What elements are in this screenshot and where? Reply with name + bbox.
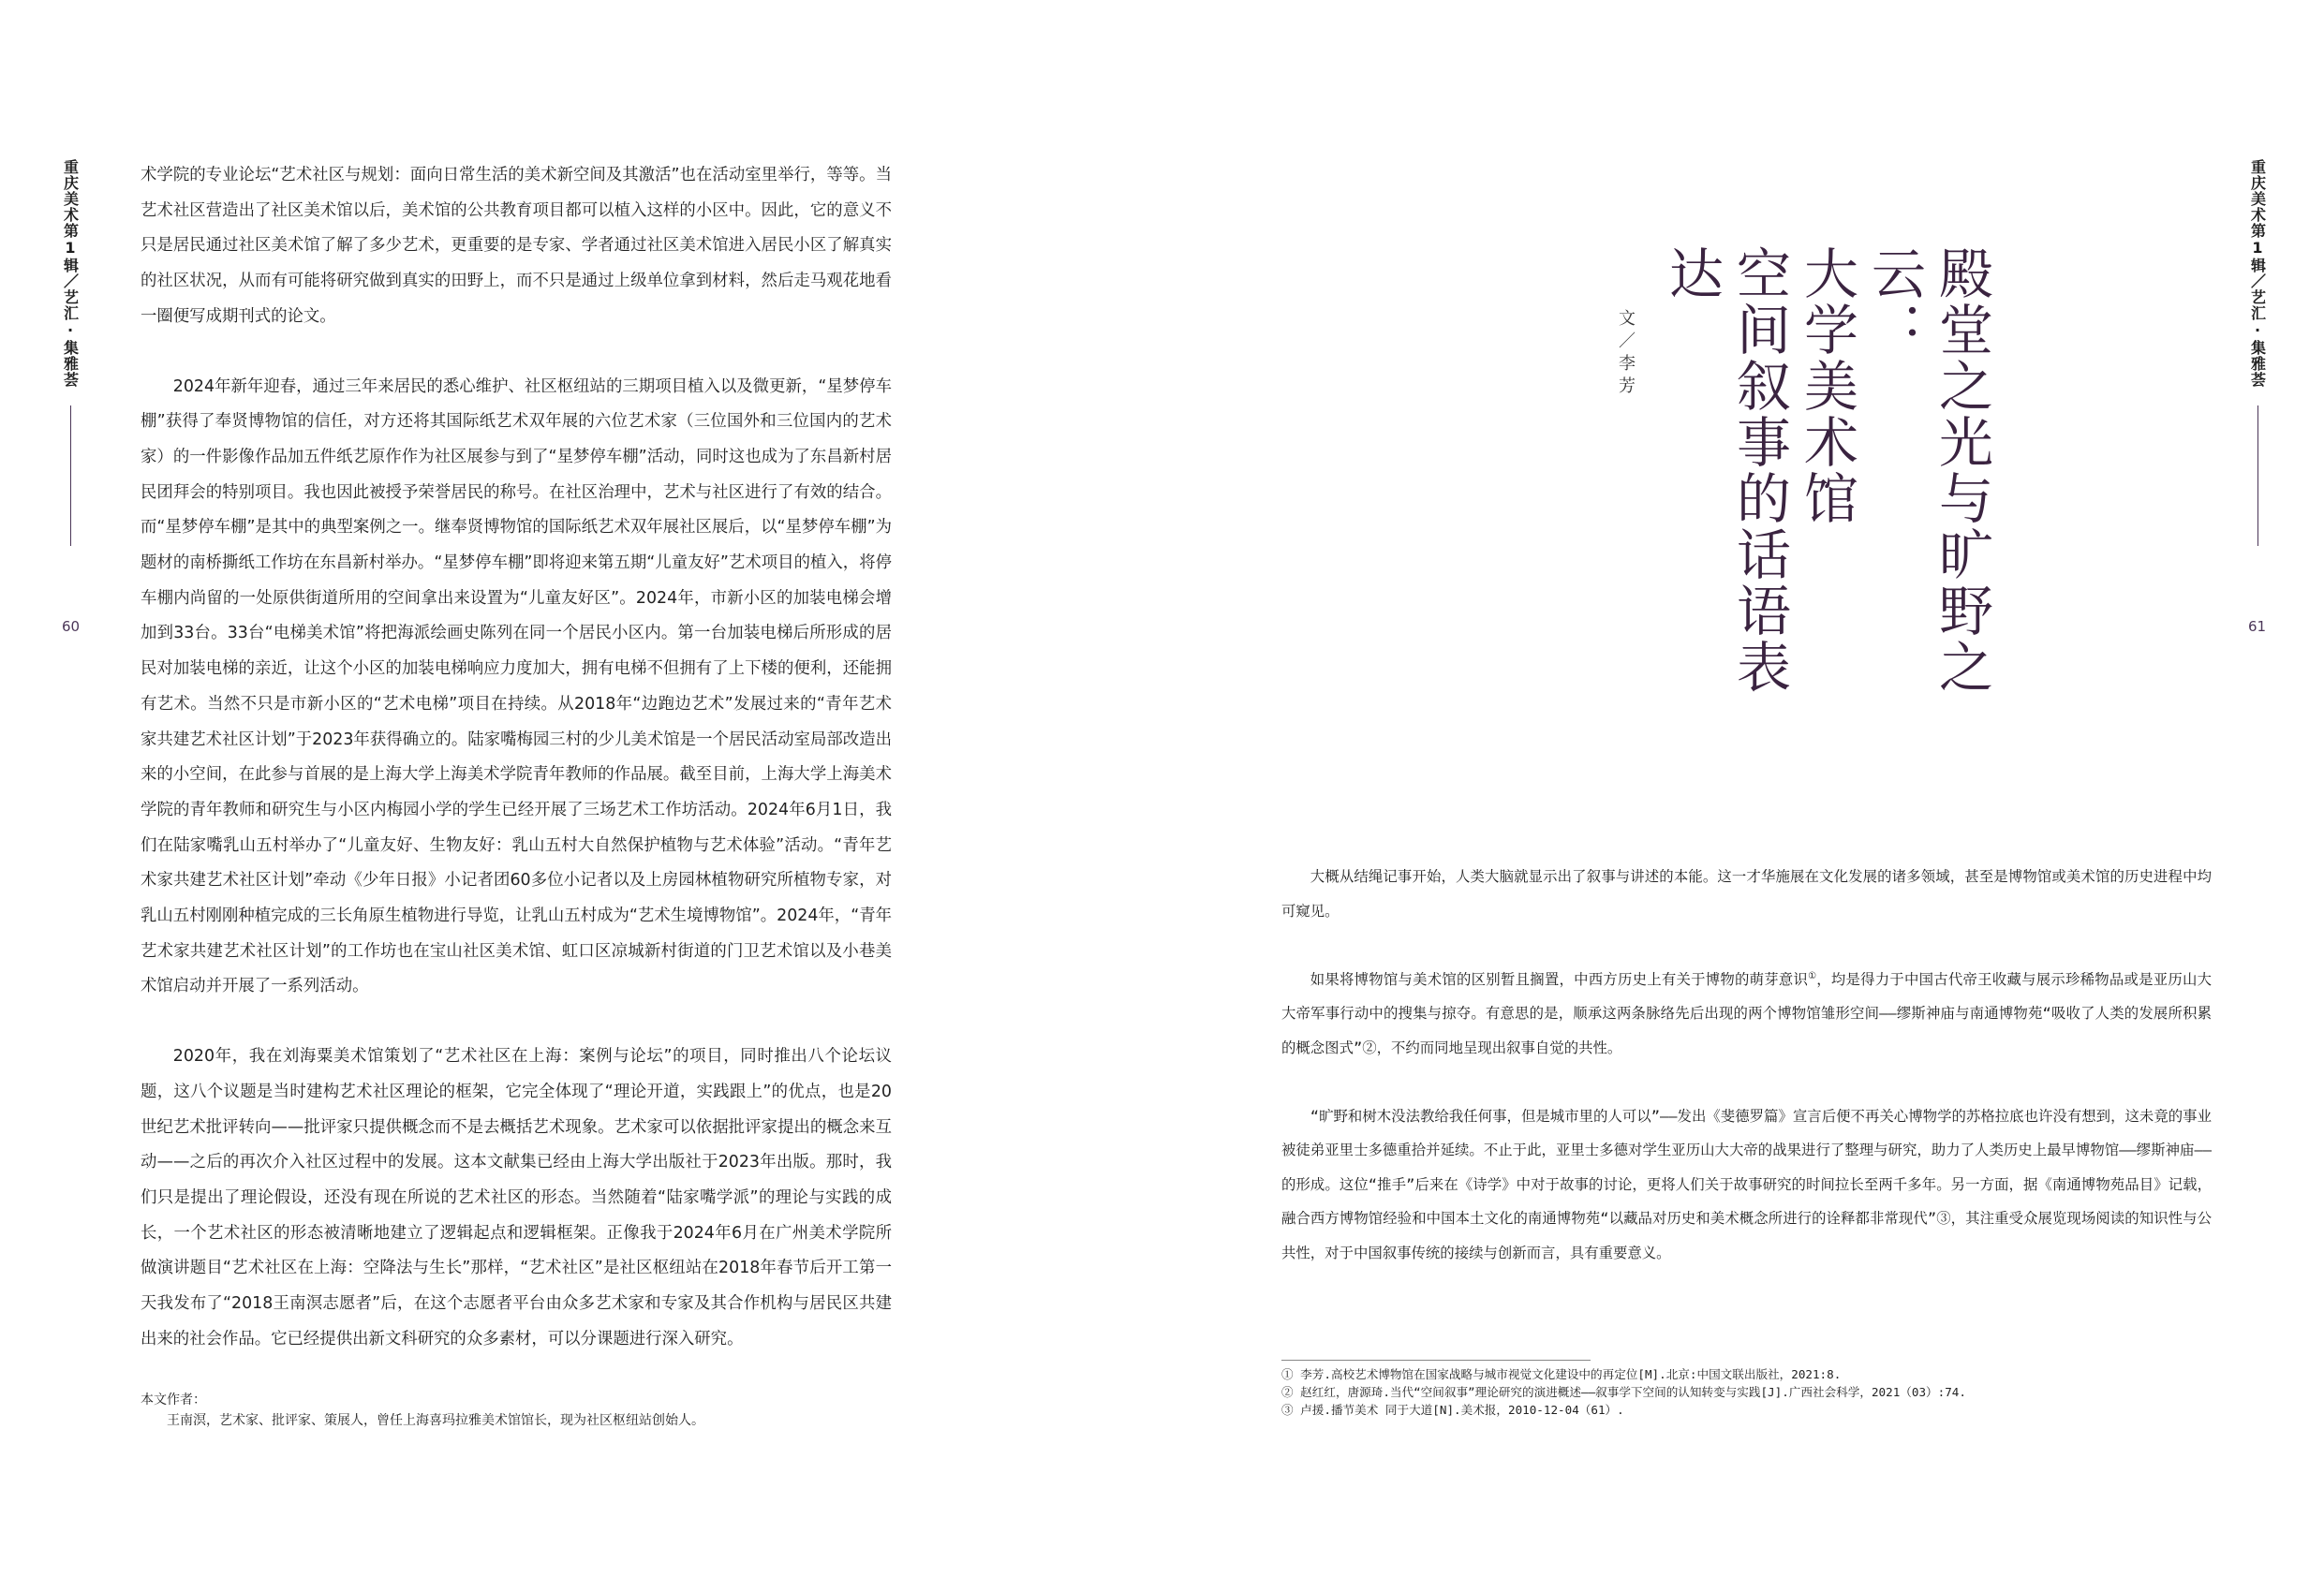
left-running-head-text: 重庆美术第1辑／艺汇·集雅荟	[61, 159, 80, 388]
paragraph-text: 如果将博物馆与美术馆的区别暂且搁置，中西方历史上有关于博物的萌芽意识	[1310, 970, 1809, 988]
body-paragraph	[1281, 1099, 2212, 1271]
body-paragraph	[1281, 963, 2212, 1066]
footnote: ② 赵红红，唐源琦.当代“空间叙事”理论研究的演进概述——叙事学下空间的认知转变与实践[J].广西社会科学，2021（03）:74.	[1281, 1385, 1966, 1399]
paragraph-text: 大概从结绳记事开始，人类大脑就显示出了叙事与讲述的本能。这一才华施展在文化发展的诸多领域，甚至是博物馆或美术馆的历史进程中均可窥见。	[1281, 868, 2212, 920]
footnotes	[1281, 1365, 2218, 1419]
title-line: 空间叙事的话语表达	[1660, 245, 1791, 695]
title-line: 殿堂之光与旷野之云：	[1862, 245, 1993, 695]
left-page-body	[141, 158, 892, 1358]
right-running-head	[2243, 159, 2272, 552]
article-title	[1658, 245, 1995, 732]
paragraph-text: ，均是得力于中国古代帝王收藏与展示珍稀物品或是亚历山大大帝军事行动中的搜集与掠夺。有意思的是，顺承这两条脉络先后出现的两个博物馆雏形空间——缪斯神庙与南通博物苑“吸收了人类的发展所积累的概念图式”②，不约而同地呈现出叙事自觉的共性。	[1281, 970, 2212, 1056]
title-line: 大学美术馆	[1795, 245, 1858, 526]
body-paragraph: 2024年新年迎春，通过三年来居民的悉心维护、社区枢纽站的三期项目植入以及微更新，“星梦停车棚”获得了奉贤博物馆的信任，对方还将其国际纸艺术双年展的六位艺术家（三位国外和三位国内的艺术家）的一件影像作品加五件纸艺原作作为社区展参与到了“星梦停车棚”活动，同时这也成为了东昌新村居民团拜会的特别项目。我也因此被授予荣誉居民的称号。在社区治理中，艺术与社区进行了有效的结合。而“星梦停车棚”是其中的典型案例之一。继奉贤博物馆的国际纸艺术双年展社区展后，以“星梦停车棚”为题材的南桥撕纸工作坊在东昌新村举办。“星梦停车棚”即将迎来第五期“儿童友好”艺术项目的植入，将停车棚内尚留的一处原供街道所用的空间拿出来设置为“儿童友好区”。2024年，市新小区的加装电梯会增加到33台。33台“电梯美术馆”将把海派绘画史陈列在同一个居民小区内。第一台加装电梯后所形成的居民对加装电梯的亲近，让这个小区的加装电梯响应力度加大，拥有电梯不但拥有了上下楼的便利，还能拥有艺术。当然不只是市新小区的“艺术电梯”项目在持续。从2018年“边跑边艺术”发展过来的“青年艺术家共建艺术社区计划”于2023年获得确立的。陆家嘴梅园三村的少儿美术馆是一个居民活动室局部改造出来的小空间，在此参与首展的是上海大学上海美术学院青年教师的作品展。截至目前，上海大学上海美术学院的青年教师和研究生与小区内梅园小学的学生已经开展了三场艺术工作坊活动。2024年6月1日，我们在陆家嘴乳山五村举办了“儿童友好、生物友好：乳山五村大自然保护植物与艺术体验”活动。“青年艺术家共建艺术社区计划”牵动《少年日报》小记者团60多位小记者以及上房园林植物研究所植物专家，对乳山五村刚刚种植完成的三长角原生植物进行导览，让乳山五村成为“艺术生境博物馆”。2024年，“青年艺术家共建艺术社区计划”的工作坊也在宝山社区美术馆、虹口区凉城新村街道的门卫艺术馆以及小巷美术馆启动并开展了一系列活动。	[141, 376, 892, 996]
right-page-body	[1281, 860, 2212, 1304]
footnote-ref[interactable]: ①	[1808, 970, 1817, 981]
footnote-divider	[1281, 1360, 1591, 1361]
author-note	[141, 1390, 909, 1431]
body-paragraph: 术学院的专业论坛“艺术社区与规划：面向日常生活的美术新空间及其激活”也在活动室里举行，等等。当艺术社区营造出了社区美术馆以后，美术馆的公共教育项目都可以植入这样的小区中。因此，它的意义不只是居民通过社区美术馆了解了多少艺术，更重要的是专家、学者通过社区美术馆进入居民小区了解真实的社区状况，从而有可能将研究做到真实的田野上，而不只是通过上级单位拿到材料，然后走马观花地看一圈便写成期刊式的论文。	[141, 166, 892, 326]
author-note-text: 王南溟，艺术家、批评家、策展人，曾任上海喜玛拉雅美术馆馆长，现为社区枢纽站创始人。	[167, 1413, 704, 1428]
article-byline: 文／李芳	[1616, 309, 1636, 399]
right-page-number: 61	[2248, 618, 2267, 635]
footnote: ① 李芳.高校艺术博物馆在国家战略与城市视觉文化建设中的再定位[M].北京:中国文联出版社，2021:8.	[1281, 1367, 1842, 1381]
right-running-head-text: 重庆美术第1辑／艺汇·集雅荟	[2248, 159, 2267, 388]
body-paragraph: 2020年，我在刘海粟美术馆策划了“艺术社区在上海：案例与论坛”的项目，同时推出八个论坛议题，这八个议题是当时建构艺术社区理论的框架，它完全体现了“理论开道，实践跟上”的优点，也是20世纪艺术批评转向——批评家只提供概念而不是去概括艺术现象。艺术家可以依据批评家提出的概念来互动——之后的再次介入社区过程中的发展。这本文献集已经由上海大学出版社于2023年出版。那时，我们只是提出了理论假设，还没有现在所说的艺术社区的形态。当然随着“陆家嘴学派”的理论与实践的成长，一个艺术社区的形态被清晰地建立了逻辑起点和逻辑框架。正像我于2024年6月在广州美术学院所做演讲题目“艺术社区在上海：空降法与生长”那样，“艺术社区”是社区枢纽站在2018年春节后开工第一天我发布了“2018王南溟志愿者”后，在这个志愿者平台由众多艺术家和专家及其合作机构与居民区共建出来的社会作品。它已经提供出新文科研究的众多素材，可以分课题进行深入研究。	[141, 1047, 892, 1349]
footnote: ③ 卢援.播节美术 同于大道[N].美术报，2010-12-04（61）.	[1281, 1403, 1624, 1417]
body-paragraph	[1281, 860, 2212, 928]
left-page-number: 60	[62, 618, 81, 635]
left-running-head	[56, 159, 84, 552]
author-note-label: 本文作者：	[141, 1393, 206, 1408]
paragraph-text: “旷野和树木没法教给我任何事，但是城市里的人可以”——发出《斐德罗篇》宣言后便不再关心博物学的苏格拉底也许没有想到，这未竟的事业被徒弟亚里士多德重拾并延续。不止于此，亚里士多德对学生亚历山大大帝的战果进行了整理与研究，助力了人类历史上最早博物馆——缪斯神庙——的形成。这位“推手”后来在《诗学》中对于故事的讨论，更将人们关于故事研究的时间拉长至两千多年。另一方面，据《南通博物苑品目》记载，融合西方博物馆经验和中国本土文化的南通博物苑“以藏品对历史和美术概念所进行的诠释都非常现代”③，其注重受众展览现场阅读的知识性与公共性，对于中国叙事传统的接续与创新而言，具有重要意义。	[1281, 1107, 2212, 1261]
left-running-head-rule	[70, 405, 71, 546]
right-running-head-rule	[2257, 405, 2258, 546]
